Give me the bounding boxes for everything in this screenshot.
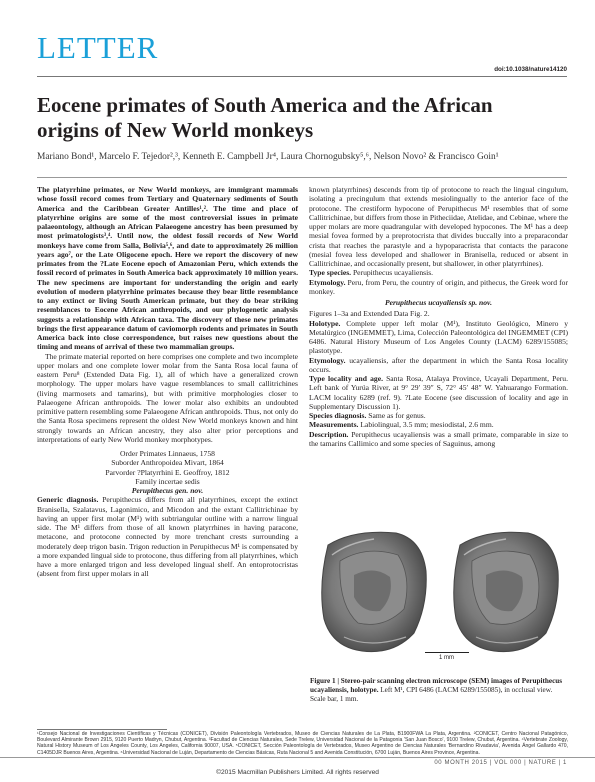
type-species — [309, 268, 568, 277]
article-title: Eocene primates of South America and the African origins of New World monkeys — [37, 93, 493, 142]
doi[interactable]: doi:10.1038/nature14120 — [494, 66, 567, 73]
scale-bar — [425, 652, 469, 653]
type-locality — [309, 374, 568, 411]
holotype — [309, 319, 568, 356]
taxon-family: Family incertae sedis — [135, 476, 200, 486]
footer-issue: 00 MONTH 2015 | VOL 000 | NATURE | 1 — [434, 760, 567, 766]
tooth-sem-image-left — [314, 525, 432, 660]
generic-diagnosis-label: Generic diagnosis. — [37, 495, 99, 505]
generic-diagnosis-text: Perupithecus differs from all platyrrhines, except the extinct Branisella, Szalatavus, Lagonimico, and Micodon and the extant Callitrichinae by having an upper first molar (M¹) with subtriangular outline with a narrow lingual side. The M¹ differs from those of all known platyrrhines in having paracone, metacone, and protocone connected by more trenchant crests surrounding a moderately deep trigon basin. Trigon reduction in Perupithecus M¹ is compensated by a more expanded lingual side to protocone, thus differing from all platyrrhines, which have a more enlarged trigon and less developed lingual shelf. An entoprotocristas (absent from first upper molars in all — [37, 495, 298, 579]
species-diagnosis-text: Same as for genus. — [366, 411, 426, 420]
description-label: Description. — [309, 429, 349, 439]
abstract: The platyrrhine primates, or New World monkeys, are immigrant mammals whose fossil record comes from Tertiary and Quaternary sediments of South America and the Caribbean Greater Antilles¹,². The time and place of platyrrhine origins are some of the most controversial issues in primate palaeontology, although an African Palaeogene ancestry has been presumed by most primatologists³,⁴. Until now, the oldest fossil records of New World monkeys have come from Salla, Bolivia⁵,⁶, and date to approximately 26 million years ago⁷, or the Late Oligocene epoch. Here we report the discovery of new primates from the ?Late Eocene epoch of Amazonian Peru, which extends the fossil record of primates in South America back approximately 10 million years. The new specimens are important for understanding the origin and early evolution of modern platyrrhine primates because they bear little resemblance to any extinct or living South American primate, but they do bear striking resemblances to Eocene African anthropoids, and our phylogenetic analysis suggests a relationship with African taxa. The discovery of these new primates brings the first appearance datum of caviomorph rodents and primates in South America back into close correspondence, but raises new questions about the timing and means of arrival of these two mammalian groups. — [37, 185, 298, 352]
footnote-divider — [37, 729, 167, 730]
copyright: ©2015 Macmillan Publishers Limited. All rights reserved — [216, 769, 379, 776]
measurements — [309, 420, 568, 429]
body-paragraph: known platyrrhines) descends from tip of protocone to reach the lingual cingulum, isolating a precingulum that extends mesiolingually to the anterior face of the protocone. The crestiform hypocone of Perupithecus M¹ resembles that of some Callitrichinae, but differs from those in Pitheciidae, Atelidae, and Cebinae, where the upper molars are more quadrangular with developed hypocones. The M¹ has a deep mesial fovea formed by a preprotocrista that divides buccally into a preparacondar crista that reaches the parastyle and a hypoparacrista that contacts the paracone (mesial fovea less developed and shallower in Branisella, reduced or absent in Callitrichinae, and occasionally present, but shallower, in other platyrrhines). — [309, 185, 568, 268]
header-divider — [37, 76, 567, 77]
body-paragraph: The primate material reported on here comprises one complete and two incomplete upper molars and one complete lower molar from the Santa Rosa local fauna of eastern Peru⁸ (Extended Data Fig. 1), all of which have a generalized crown morphology. The upper molars have vague resemblances to small callitrichines (living marmosets and tamarins), but with primitive morphologies closer to Palaeogene African anthropoids. The lower molar also exhibits an undoubted primitive pattern resembling some Palaeogene African anthropoids. Thus, not only do the Santa Rosa specimens represent the oldest New World monkeys known and hint strongly towards an African ancestry, they also alter prior perceptions and interpretations of early New World monkey morphotypes. — [37, 351, 298, 444]
type-species-text: Perupithecus ucayaliensis. — [351, 268, 434, 278]
affiliations: ¹Consejo Nacional de Investigaciones Científicas y Técnicas (CONICET), División Paleontología Vertebrados, Museo de Ciencias Naturales de La Plata, B1900FWA La Plata, Argentina. ²CONICET, Centro Nacional Patagónico, Boulevard Almirante Brown 2915, 9120 Puerto Madryn, Chubut, Argentina. ³Facultad de Ciencias Naturales, Sede Trelew, Universidad Nacional de la Patagonia 'San Juan Bosco', 9100 Trelew, Chubut, Argentina. ⁴Vertebrate Zoology, Natural History Museum of Los Angeles County, Los Angeles, California 90007, USA. ⁵CONICET, Sección Paleontología de Vertebrados, Museo Argentino de Ciencias Naturales 'Bernardino Rivadavia', Avenida Ángel Gallardo 470, C1405DJR Buenos Aires, Argentina. ⁶Universidad Nacional de Luján, Departamento de Ciencias Básicas, Ruta Nacional 5 and Avenida Constitución, 6700 Luján, Buenos Aires Province, Argentina. — [37, 731, 568, 756]
taxon-suborder: Suborder Anthropoidea Mivart, 1864 — [111, 458, 224, 468]
measurements-label: Measurements. — [309, 420, 359, 430]
holotype-label: Holotype. — [309, 318, 341, 328]
right-column — [309, 185, 568, 448]
figure-1 — [310, 515, 568, 678]
etymology-text: Peru, from Peru, the country of origin, and pithecus, the Greek word for monkey. — [309, 277, 568, 296]
authors-divider — [37, 177, 567, 178]
left-column — [37, 185, 298, 579]
measurements-text: Labiolingual, 3.5 mm; mesiodistal, 2.6 mm. — [358, 420, 494, 430]
holotype-text: Complete upper left molar (M¹), Instituto Geológico, Minero y Metalúrgico (INGEMMET), Lima, Colección Paleontológica del INGEMMET (CPI) 6486. Natural History Museum of Los Angeles County (LACM) 6289/155085; plastotype. — [309, 318, 568, 356]
generic-diagnosis — [37, 495, 298, 578]
figure-caption-text: Left M¹, CPI 6486 (LACM 6289/155085), in occlusal view. Scale bar, 1 mm. — [310, 685, 553, 703]
species-diagnosis-label: Species diagnosis. — [309, 411, 367, 420]
figure-caption-label: Figure 1 | Stereo-pair scanning electron microscope (SEM) images of Perupithecus ucayaliensis, holotype. — [310, 677, 563, 694]
taxon-parvorder: Parvorder ?Platyrrhini E. Geoffroy, 1812 — [105, 467, 230, 477]
etymology-species-label: Etymology. — [309, 355, 346, 365]
species-heading: Perupithecus ucayaliensis sp. nov. — [384, 298, 493, 307]
taxon-order: Order Primates Linnaeus, 1758 — [120, 449, 215, 458]
taxonomy-block — [37, 449, 298, 495]
taxon-genus: Perupithecus gen. nov. — [131, 486, 204, 495]
figure-caption — [310, 677, 568, 703]
description-text: Perupithecus ucayaliensis was a small primate, comparable in size to the tamarins Callimico and some species of Saguinus, among — [309, 429, 568, 448]
footer-divider — [0, 757, 595, 758]
figures-reference[interactable]: Figures 1–3a and Extended Data Fig. 2. — [309, 309, 430, 319]
section-label: LETTER — [37, 30, 159, 65]
type-species-label: Type species. — [309, 268, 352, 278]
tooth-sem-image-right — [446, 525, 564, 660]
etymology-label: Etymology. — [309, 277, 346, 287]
type-locality-label: Type locality and age. — [309, 374, 383, 383]
etymology — [309, 278, 568, 297]
etymology-species — [309, 356, 568, 375]
species-diagnosis — [309, 411, 568, 420]
description — [309, 430, 568, 449]
author-list: Mariano Bond¹, Marcelo F. Tejedor²,³, Kenneth E. Campbell Jr⁴, Laura Chornogubsky⁵,⁶, Nelson Novo² & Francisco Goin¹ — [37, 152, 499, 162]
etymology-species-text: ucayaliensis, after the department in which the Santa Rosa locality occurs. — [309, 355, 568, 374]
type-locality-text: Santa Rosa, Atalaya Province, Ucayali Department, Peru. Left bank of Yurúa River, at 9° 29′ 39″ S, 72° 45′ 48″ W. Yahuarango Formation. LACM locality 6289 (ref. 9). ?Late Eocene (see discussion of locality and age in Supplementary Discussion 1). — [309, 374, 568, 411]
scale-bar-label: 1 mm — [439, 655, 454, 661]
